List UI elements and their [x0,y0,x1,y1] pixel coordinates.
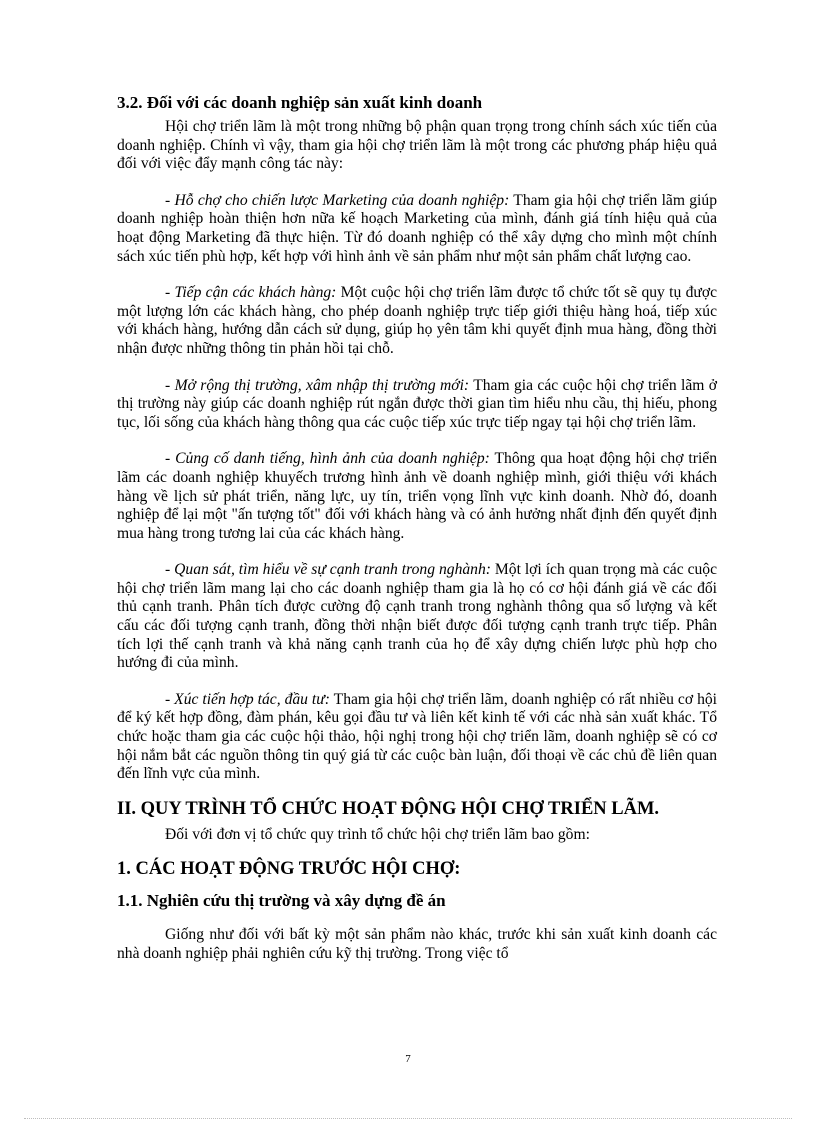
list-item [117,691,717,784]
spacer [117,673,717,691]
item-lead: - Xúc tiến hợp tác, đầu tư: [165,690,330,708]
page-number: 7 [405,1053,411,1065]
section-intro: Hội chợ triển lãm là một trong những bộ phận quan trọng trong chính sách xúc tiến của doanh nghiệp. Chính vì vậy, tham gia hội chợ triển lãm là một trong các phương pháp hiệu quả đối với việc đẩy mạnh công tác này: [117,118,717,173]
item-lead: - Quan sát, tìm hiểu về sự cạnh tranh trong nghành: [165,561,491,579]
item-text: Thông qua hoạt động hội chợ triển lãm các doanh nghiệp khuyếch trương hình ảnh về doanh nghiệp mình, giới thiệu với khách hàng về lịch sử phát triển, năng lực, uy tín, triển vọng lĩnh vực kinh doanh. Nhờ đó, doanh nghiệp để lại một "ấn tượng tốt" đối với khách hàng và có ảnh hưởng nhất định đến quyết định mua hàng trong tương lai của các khách hàng. [117,450,717,542]
list-item [117,284,717,358]
list-item [117,377,717,433]
section-heading-3-2: 3.2. Đối với các doanh nghiệp sản xuất kinh doanh [117,93,483,112]
subsection-heading-1: 1. CÁC HOẠT ĐỘNG TRƯỚC HỘI CHỢ: [117,859,461,880]
spacer [117,266,717,284]
subsection-heading-1-1: 1.1. Nghiên cứu thị trường và xây dựng đề án [117,891,446,911]
item-lead: - Tiếp cận các khách hàng: [165,284,337,302]
list-item [117,561,717,673]
list-item [117,192,717,266]
item-lead: - Củng cố danh tiếng, hình ảnh của doanh nghiệp: [165,450,490,468]
body-paragraph: Giống như đối với bất kỳ một sản phẩm nào khác, trước khi sản xuất kinh doanh các nhà doanh nghiệp phải nghiên cứu kỹ thị trường. Trong việc tổ [117,926,717,962]
section-heading-II: II. QUY TRÌNH TỔ CHỨC HOẠT ĐỘNG HỘI CHỢ TRIỂN LÃM. [117,798,660,819]
item-text: Một lợi ích quan trọng mà các cuộc hội chợ triển lãm mang lại cho các doanh nghiệp tham gia là họ có cơ hội đánh giá về các đối thủ cạnh tranh. Phân tích được cường độ cạnh tranh trong nghành thông qua số lượng và kết cấu các đối tượng cạnh tranh, đồng thời nhận biết được đối tượng cạnh tranh trực tiếp. Phân tích lợi thế cạnh tranh và khả năng cạnh tranh của họ để xây dựng chiến lược phù hợp cho hướng đi của mình. [117,561,718,672]
item-lead: - Mở rộng thị trường, xâm nhập thị trường mới: [165,376,470,394]
section-II-intro: Đối với đơn vị tổ chức quy trình tổ chức hội chợ triển lãm bao gồm: [165,825,590,843]
spacer [117,359,717,377]
item-lead: - Hỗ chợ cho chiến lược Marketing của doanh nghiệp: [165,191,510,209]
spacer [117,432,717,450]
spacer [117,174,717,192]
item-text: Tham gia hội chợ triển lãm giúp doanh nghiệp hoàn thiện hơn nữa kế hoạch Marketing của mình, đánh giá tính hiệu quả của hoạt động Marketing đã thực hiện. Từ đó doanh nghiệp có thể xây dựng cho mình một chính sách xúc tiến phù hợp, kết hợp với hình ảnh về sản phẩm như một sản phẩm chất lượng cao. [117,191,717,265]
item-text: Tham gia các cuộc hội chợ triển lãm ở thị trường này giúp các doanh nghiệp rút ngắn được thời gian tìm hiểu nhu cầu, thị hiếu, phong tục, lối sống của khách hàng thông qua các cuộc tiếp xúc trực tiếp ngay tại hội chợ triển lãm. [117,376,717,431]
page-bottom-divider [24,1118,792,1119]
item-text: Một cuộc hội chợ triển lãm được tổ chức tốt sẽ quy tụ được một lượng lớn các khách hàng, cho phép doanh nghiệp trực tiếp giới thiệu hàng hoá, tiếp xúc với khách hàng, hướng dẫn cách sử dụng, giúp họ yên tâm khi quyết định mua hàng, đồng thời nhận được những thông tin phản hồi tại chỗ. [117,284,717,357]
item-text: Tham gia hội chợ triển lãm, doanh nghiệp có rất nhiều cơ hội để ký kết hợp đồng, đàm phán, kêu gọi đầu tư và liên kết kinh tế với các nhà sản xuất khác. Tổ chức hoặc tham gia các cuộc hội thảo, hội nghị trong hội chợ triển lãm, doanh nghiệp sẽ có cơ hội nắm bắt các nguồn thông tin quý giá từ các cuộc bàn luận, đối thoại về các chủ đề liên quan đến lĩnh vực của mình. [117,690,717,783]
spacer [117,543,717,561]
list-item [117,450,717,543]
page-body [117,92,717,964]
